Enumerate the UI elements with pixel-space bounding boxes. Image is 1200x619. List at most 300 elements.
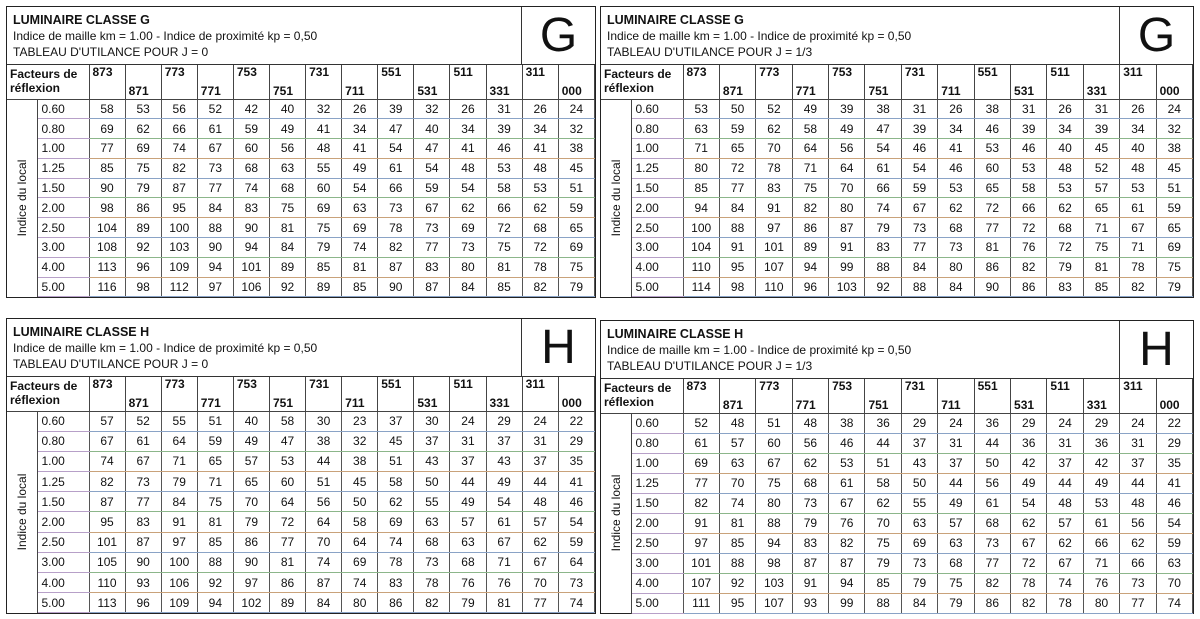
utilance-value: 31 (450, 431, 486, 451)
room-index: 1.50 (37, 492, 89, 512)
column-header: 771 (792, 379, 828, 413)
utilance-value: 43 (414, 451, 450, 471)
utilance-value: 79 (865, 218, 901, 238)
column-header: 753 (233, 377, 269, 411)
utilance-value: 30 (414, 411, 450, 431)
utilance-value: 66 (865, 178, 901, 198)
column-header: 751 (269, 65, 305, 99)
utilance-value: 58 (1011, 178, 1047, 198)
utilance-value: 54 (414, 158, 450, 178)
table-row (601, 573, 1193, 593)
utilance-value: 97 (233, 573, 269, 593)
utilance-value: 53 (486, 158, 522, 178)
utilance-value: 61 (683, 433, 719, 453)
utilance-value: 41 (938, 139, 974, 159)
utilance-value: 44 (522, 472, 558, 492)
utilance-value: 82 (89, 472, 125, 492)
column-header: 000 (1156, 379, 1192, 413)
utilance-value: 87 (161, 178, 197, 198)
utilance-value: 103 (756, 573, 792, 593)
utilance-value: 67 (756, 453, 792, 473)
utilance-value: 75 (197, 492, 233, 512)
utilance-value: 68 (1047, 218, 1083, 238)
utilance-value: 56 (829, 139, 865, 159)
utilance-value: 86 (792, 218, 828, 238)
utilance-value: 97 (756, 218, 792, 238)
utilance-value: 58 (378, 472, 414, 492)
utilance-value: 86 (269, 573, 305, 593)
utilance-value: 52 (197, 99, 233, 119)
column-header: 511 (1047, 379, 1083, 413)
utilance-value: 85 (306, 257, 342, 277)
room-index: 2.00 (631, 198, 683, 218)
utilance-value: 79 (1047, 257, 1083, 277)
column-header: 773 (161, 377, 197, 411)
column-header: 753 (829, 65, 865, 99)
panel-table-caption: TABLEAU D'UTILANCE POUR J = 1/3 (607, 359, 813, 373)
utilance-value: 37 (378, 411, 414, 431)
utilance-value: 85 (719, 533, 755, 553)
utilance-value: 29 (1083, 413, 1119, 433)
utilance-value: 76 (486, 573, 522, 593)
utilance-value: 61 (486, 512, 522, 532)
table-row (7, 512, 595, 532)
utilance-value: 55 (161, 411, 197, 431)
utilance-value: 41 (558, 472, 594, 492)
utilance-value: 79 (938, 593, 974, 613)
utilance-value: 77 (1120, 593, 1156, 613)
utilance-value: 44 (974, 433, 1010, 453)
utilance-value: 40 (269, 99, 305, 119)
utilance-value: 63 (269, 158, 305, 178)
utilance-value: 61 (829, 473, 865, 493)
utilance-value: 59 (901, 178, 937, 198)
column-header: 753 (829, 379, 865, 413)
utilance-value: 110 (683, 257, 719, 277)
utilance-value: 57 (1047, 513, 1083, 533)
utilance-value: 72 (1047, 238, 1083, 258)
utilance-value: 73 (938, 238, 974, 258)
utilance-value: 103 (829, 277, 865, 297)
utilance-value: 57 (233, 451, 269, 471)
utilance-value: 70 (306, 532, 342, 552)
utilance-value: 83 (414, 257, 450, 277)
utilance-value: 71 (683, 139, 719, 159)
utilance-value: 64 (269, 492, 305, 512)
utilance-value: 89 (125, 218, 161, 238)
utilance-value: 65 (719, 139, 755, 159)
utilance-value: 76 (829, 513, 865, 533)
utilance-value: 69 (1156, 238, 1192, 258)
utilance-value: 77 (522, 593, 558, 613)
panel-title: LUMINAIRE CLASSE H (13, 325, 150, 339)
utilance-value: 82 (1011, 257, 1047, 277)
utilance-value: 87 (125, 532, 161, 552)
utilance-value: 62 (1011, 513, 1047, 533)
room-index: 5.00 (631, 593, 683, 613)
utilance-value: 96 (125, 593, 161, 613)
utilance-value: 61 (197, 119, 233, 139)
utilance-value: 92 (719, 573, 755, 593)
utilance-value: 99 (829, 257, 865, 277)
utilance-value: 62 (1047, 198, 1083, 218)
utilance-value: 51 (865, 453, 901, 473)
utilance-value: 50 (719, 99, 755, 119)
utilance-value: 86 (378, 593, 414, 613)
room-index: 2.50 (37, 532, 89, 552)
panel-table-caption: TABLEAU D'UTILANCE POUR J = 0 (13, 45, 209, 59)
utilance-value: 94 (829, 573, 865, 593)
utilance-value: 55 (414, 492, 450, 512)
utilance-value: 56 (306, 492, 342, 512)
utilance-value: 82 (378, 238, 414, 258)
utilance-value: 48 (522, 492, 558, 512)
utilance-value: 85 (197, 532, 233, 552)
room-index: 3.00 (631, 553, 683, 573)
utilance-value: 57 (522, 512, 558, 532)
utilance-value: 98 (719, 277, 755, 297)
utilance-value: 91 (792, 573, 828, 593)
column-header: 873 (89, 377, 125, 411)
utilance-value: 86 (233, 532, 269, 552)
room-index: 0.60 (631, 99, 683, 119)
utilance-value: 34 (450, 119, 486, 139)
utilance-value: 83 (1047, 277, 1083, 297)
utilance-value: 88 (756, 513, 792, 533)
utilance-value: 38 (974, 99, 1010, 119)
utilance-value: 105 (89, 552, 125, 572)
panel-g-j13 (600, 6, 1194, 298)
utilance-value: 68 (938, 218, 974, 238)
utilance-value: 63 (719, 453, 755, 473)
room-index: 0.80 (37, 119, 89, 139)
utilance-value: 79 (1156, 277, 1192, 297)
table-row (601, 119, 1193, 139)
utilance-table (7, 65, 595, 297)
utilance-value: 32 (414, 99, 450, 119)
table-row (601, 533, 1193, 553)
utilance-value: 81 (197, 512, 233, 532)
utilance-value: 65 (197, 451, 233, 471)
utilance-value: 58 (486, 178, 522, 198)
utilance-value: 69 (306, 198, 342, 218)
utilance-value: 32 (1156, 119, 1192, 139)
utilance-value: 40 (414, 119, 450, 139)
utilance-value: 74 (89, 451, 125, 471)
table-row (601, 513, 1193, 533)
utilance-value: 70 (719, 473, 755, 493)
panel-title: LUMINAIRE CLASSE G (13, 13, 150, 27)
utilance-value: 97 (161, 532, 197, 552)
utilance-value: 83 (865, 238, 901, 258)
utilance-value: 67 (486, 532, 522, 552)
utilance-value: 46 (901, 139, 937, 159)
utilance-value: 81 (974, 238, 1010, 258)
utilance-value: 67 (1011, 533, 1047, 553)
utilance-value: 113 (89, 257, 125, 277)
utilance-value: 29 (558, 431, 594, 451)
utilance-value: 67 (522, 552, 558, 572)
utilance-value: 90 (125, 552, 161, 572)
utilance-value: 84 (306, 593, 342, 613)
utilance-value: 56 (974, 473, 1010, 493)
utilance-value: 88 (865, 257, 901, 277)
utilance-value: 49 (792, 99, 828, 119)
utilance-value: 71 (161, 451, 197, 471)
utilance-value: 69 (450, 218, 486, 238)
utilance-value: 82 (792, 198, 828, 218)
utilance-value: 84 (161, 492, 197, 512)
column-header: 531 (414, 377, 450, 411)
utilance-value: 52 (1083, 158, 1119, 178)
utilance-value: 79 (558, 277, 594, 297)
utilance-value: 80 (829, 198, 865, 218)
room-index: 4.00 (37, 257, 89, 277)
utilance-value: 101 (756, 238, 792, 258)
utilance-value: 60 (306, 178, 342, 198)
table-row (601, 218, 1193, 238)
room-index: 3.00 (631, 238, 683, 258)
utilance-value: 64 (792, 139, 828, 159)
column-header: 771 (197, 377, 233, 411)
table-row (7, 178, 595, 198)
utilance-value: 58 (269, 411, 305, 431)
utilance-value: 101 (683, 553, 719, 573)
utilance-value: 47 (269, 431, 305, 451)
table-row (7, 451, 595, 471)
class-letter: H (521, 319, 595, 377)
utilance-value: 39 (378, 99, 414, 119)
utilance-value: 59 (414, 178, 450, 198)
utilance-value: 82 (829, 533, 865, 553)
utilance-value: 69 (683, 453, 719, 473)
utilance-value: 34 (522, 119, 558, 139)
utilance-value: 90 (233, 552, 269, 572)
utilance-value: 53 (269, 451, 305, 471)
utilance-value: 29 (901, 413, 937, 433)
utilance-value: 59 (197, 431, 233, 451)
utilance-value: 80 (342, 593, 378, 613)
utilance-value: 47 (414, 139, 450, 159)
utilance-value: 56 (792, 433, 828, 453)
utilance-value: 26 (938, 99, 974, 119)
utilance-value: 59 (719, 119, 755, 139)
utilance-value: 52 (125, 411, 161, 431)
utilance-value: 101 (89, 532, 125, 552)
column-header: 531 (1011, 65, 1047, 99)
utilance-value: 90 (89, 178, 125, 198)
utilance-value: 70 (233, 492, 269, 512)
room-index: 0.80 (37, 431, 89, 451)
column-header: 711 (342, 377, 378, 411)
utilance-value: 42 (1083, 453, 1119, 473)
utilance-value: 81 (269, 552, 305, 572)
utilance-value: 53 (829, 453, 865, 473)
utilance-value: 80 (683, 158, 719, 178)
utilance-value: 24 (1156, 99, 1192, 119)
utilance-value: 29 (486, 411, 522, 431)
utilance-value: 49 (486, 472, 522, 492)
utilance-value: 61 (1120, 198, 1156, 218)
utilance-value: 97 (683, 533, 719, 553)
utilance-value: 57 (719, 433, 755, 453)
column-header: 871 (125, 65, 161, 99)
utilance-value: 38 (865, 99, 901, 119)
column-header: 311 (1120, 379, 1156, 413)
utilance-value: 72 (1011, 553, 1047, 573)
utilance-value: 73 (901, 218, 937, 238)
utilance-value: 107 (756, 257, 792, 277)
utilance-value: 73 (1120, 573, 1156, 593)
utilance-value: 44 (1047, 473, 1083, 493)
utilance-value: 67 (1120, 218, 1156, 238)
table-row (601, 158, 1193, 178)
utilance-value: 107 (756, 593, 792, 613)
utilance-value: 73 (414, 218, 450, 238)
utilance-value: 80 (1083, 593, 1119, 613)
utilance-value: 67 (1047, 553, 1083, 573)
utilance-value: 75 (792, 178, 828, 198)
utilance-value: 52 (683, 413, 719, 433)
utilance-value: 37 (486, 431, 522, 451)
utilance-value: 59 (233, 119, 269, 139)
utilance-value: 114 (683, 277, 719, 297)
utilance-value: 38 (306, 431, 342, 451)
table-row (601, 473, 1193, 493)
side-label: Indice du local (601, 413, 631, 613)
utilance-value: 39 (829, 99, 865, 119)
utilance-value: 106 (161, 573, 197, 593)
utilance-value: 69 (378, 512, 414, 532)
column-header: 331 (486, 65, 522, 99)
utilance-value: 40 (1047, 139, 1083, 159)
utilance-value: 59 (558, 198, 594, 218)
utilance-value: 53 (1083, 493, 1119, 513)
panel-indices-line: Indice de maille km = 1.00 - Indice de proximité kp = 0,50 (13, 341, 318, 355)
room-index: 0.80 (631, 433, 683, 453)
panel-indices-line: Indice de maille km = 1.00 - Indice de proximité kp = 0,50 (13, 29, 318, 43)
utilance-value: 68 (974, 513, 1010, 533)
utilance-value: 58 (342, 512, 378, 532)
utilance-value: 49 (269, 119, 305, 139)
panel-indices-line: Indice de maille km = 1.00 - Indice de proximité kp = 0,50 (607, 343, 912, 357)
utilance-value: 51 (558, 178, 594, 198)
utilance-value: 83 (756, 178, 792, 198)
utilance-value: 88 (719, 553, 755, 573)
utilance-value: 78 (1011, 573, 1047, 593)
utilance-value: 116 (89, 277, 125, 297)
utilance-value: 108 (89, 238, 125, 258)
utilance-value: 85 (1083, 277, 1119, 297)
utilance-value: 100 (161, 218, 197, 238)
utilance-value: 90 (197, 238, 233, 258)
column-header: 753 (233, 65, 269, 99)
utilance-value: 60 (233, 139, 269, 159)
panel-header (601, 7, 1193, 65)
table-row (7, 119, 595, 139)
utilance-value: 88 (197, 552, 233, 572)
column-header: 731 (306, 65, 342, 99)
utilance-value: 80 (450, 257, 486, 277)
utilance-value: 60 (974, 158, 1010, 178)
utilance-value: 51 (1156, 178, 1192, 198)
utilance-value: 62 (125, 119, 161, 139)
room-index: 1.50 (37, 178, 89, 198)
room-index: 1.00 (631, 453, 683, 473)
column-header: 773 (756, 379, 792, 413)
utilance-value: 24 (450, 411, 486, 431)
utilance-value: 87 (378, 257, 414, 277)
utilance-value: 53 (1120, 178, 1156, 198)
utilance-value: 86 (125, 198, 161, 218)
utilance-value: 94 (197, 593, 233, 613)
utilance-value: 37 (1120, 453, 1156, 473)
utilance-value: 77 (719, 178, 755, 198)
utilance-value: 67 (125, 451, 161, 471)
utilance-value: 74 (865, 198, 901, 218)
utilance-value: 112 (161, 277, 197, 297)
column-header: 711 (342, 65, 378, 99)
utilance-value: 93 (792, 593, 828, 613)
utilance-value: 68 (792, 473, 828, 493)
utilance-table (7, 377, 595, 613)
utilance-value: 79 (792, 513, 828, 533)
utilance-value: 49 (829, 119, 865, 139)
utilance-value: 48 (719, 413, 755, 433)
utilance-value: 109 (161, 257, 197, 277)
utilance-value: 63 (342, 198, 378, 218)
room-index: 1.25 (631, 158, 683, 178)
utilance-value: 24 (1047, 413, 1083, 433)
utilance-value: 76 (450, 573, 486, 593)
utilance-value: 45 (342, 472, 378, 492)
class-letter: H (1119, 321, 1193, 379)
utilance-value: 53 (522, 178, 558, 198)
utilance-value: 49 (1083, 473, 1119, 493)
utilance-value: 53 (938, 178, 974, 198)
utilance-value: 88 (719, 218, 755, 238)
utilance-value: 72 (1011, 218, 1047, 238)
utilance-value: 32 (306, 99, 342, 119)
utilance-value: 90 (974, 277, 1010, 297)
utilance-value: 63 (450, 532, 486, 552)
panel-table-caption: TABLEAU D'UTILANCE POUR J = 1/3 (607, 45, 813, 59)
column-header: 331 (486, 377, 522, 411)
utilance-value: 64 (829, 158, 865, 178)
utilance-value: 36 (1011, 433, 1047, 453)
room-index: 1.50 (631, 178, 683, 198)
utilance-value: 91 (829, 238, 865, 258)
utilance-value: 81 (269, 218, 305, 238)
utilance-value: 91 (719, 238, 755, 258)
column-header: 751 (865, 379, 901, 413)
utilance-value: 44 (450, 472, 486, 492)
utilance-value: 77 (125, 492, 161, 512)
utilance-value: 75 (1156, 257, 1192, 277)
utilance-value: 48 (1047, 158, 1083, 178)
utilance-value: 51 (756, 413, 792, 433)
utilance-value: 41 (1156, 473, 1192, 493)
column-header: 771 (197, 65, 233, 99)
utilance-value: 22 (558, 411, 594, 431)
utilance-value: 67 (829, 493, 865, 513)
table-row (7, 277, 595, 297)
utilance-value: 89 (792, 238, 828, 258)
utilance-value: 82 (974, 573, 1010, 593)
panel-header (7, 7, 595, 65)
utilance-value: 38 (342, 451, 378, 471)
utilance-value: 34 (1047, 119, 1083, 139)
